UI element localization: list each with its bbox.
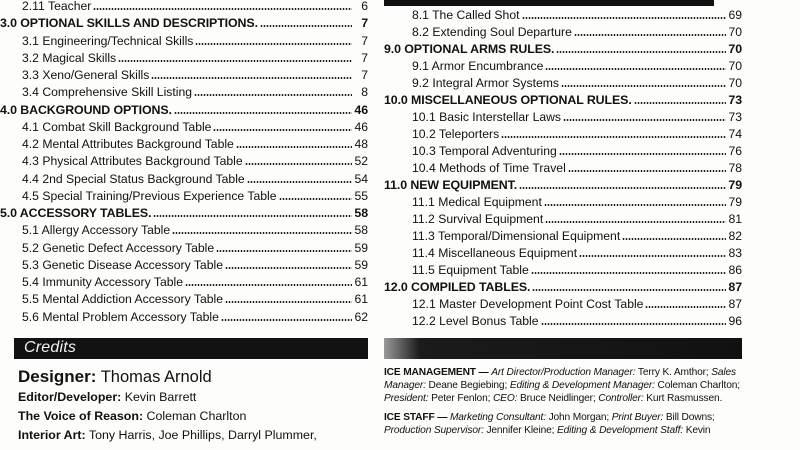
dot-leader: [532, 289, 726, 291]
dot-leader: [260, 25, 352, 27]
dot-leader: [559, 153, 726, 155]
toc-entry-label: 11.4 Miscellaneous Equipment: [412, 246, 578, 260]
toc-page-number: 79: [728, 178, 742, 192]
mgmt-role: President:: [384, 393, 429, 404]
toc-entry-label: 4.3 Physical Attributes Background Table: [22, 154, 243, 169]
toc-page-number: 61: [354, 292, 368, 307]
mgmt-name: Terry K. Amthor;: [637, 367, 709, 378]
toc-subsection-entry: [0, 238, 368, 255]
toc-subsection-entry: [384, 226, 742, 243]
toc-page-number: 58: [354, 223, 368, 238]
toc-page-number: 8: [361, 85, 368, 100]
toc-page-number: 70: [728, 25, 742, 39]
dot-leader: [151, 77, 352, 79]
toc-subsection-entry: [384, 5, 742, 22]
dot-leader: [545, 221, 726, 223]
toc-page-number: 86: [728, 263, 742, 277]
toc-subsection-entry: [0, 65, 368, 82]
ice-staff-block: [384, 366, 740, 443]
toc-entry-label: 5.3 Genetic Disease Accessory Table: [22, 257, 223, 272]
toc-entry-label: 8.1 The Called Shot: [412, 8, 520, 22]
toc-subsection-entry: [384, 141, 742, 158]
toc-subsection-entry: [0, 220, 368, 237]
toc-section-entry: [384, 90, 742, 107]
toc-page-number: 48: [354, 137, 368, 151]
voice-line: [18, 407, 378, 426]
ice-staff-paragraph: [384, 411, 740, 437]
toc-page-number: 59: [354, 240, 368, 255]
dot-leader: [568, 170, 726, 172]
toc-entry-label: 10.0 MISCELLANEOUS OPTIONAL RULES.: [384, 93, 632, 107]
dot-leader: [216, 250, 352, 252]
toc-page-number: 78: [728, 161, 742, 175]
interior-art-line: [18, 426, 378, 445]
toc-page-number: 76: [728, 144, 742, 158]
toc-subsection-entry: [384, 209, 742, 226]
dot-leader: [622, 238, 726, 240]
toc-section-entry: [0, 13, 368, 30]
toc-page-number: 87: [728, 297, 742, 311]
toc-entry-label: 4.1 Combat Skill Background Table: [22, 119, 212, 134]
dot-leader: [172, 232, 352, 234]
toc-page-number: 58: [354, 206, 368, 220]
toc-entry-label: 3.4 Comprehensive Skill Listing: [22, 85, 193, 100]
toc-page-number: 83: [728, 246, 742, 260]
dot-leader: [544, 204, 726, 206]
toc-entry-label: 9.0 OPTIONAL ARMS RULES.: [384, 42, 555, 56]
ice-management-paragraph: [384, 366, 740, 405]
mgmt-role: Art Director/Production Manager:: [491, 367, 636, 378]
mgmt-name: Peter Fenlon;: [431, 393, 491, 404]
toc-subsection-entry: [384, 243, 742, 260]
dot-leader: [153, 215, 352, 217]
mgmt-name: Coleman Charlton;: [657, 380, 740, 391]
toc-section-entry: [0, 203, 368, 220]
toc-page-number: 59: [354, 257, 368, 272]
ice-management-heading: ICE MANAGEMENT —: [384, 367, 489, 378]
designer-line: [18, 366, 378, 388]
credits-block: [18, 366, 378, 445]
credits-header-bar: [14, 338, 368, 359]
editor-label: Editor/Developer:: [18, 390, 122, 404]
toc-entry-label: 11.3 Temporal/Dimensional Equipment: [412, 229, 621, 243]
toc-page-number: 7: [361, 33, 368, 48]
interior-art-names: Tony Harris, Joe Phillips, Darryl Plummer,: [88, 428, 317, 442]
toc-subsection-entry: [384, 158, 742, 175]
staff-role: Production Supervisor:: [384, 425, 484, 436]
toc-entry-label: 11.5 Equipment Table: [412, 263, 529, 277]
dot-leader: [225, 267, 352, 269]
toc-entry-label: 5.6 Mental Problem Accessory Table: [22, 309, 219, 324]
toc-subsection-entry: [384, 260, 742, 277]
toc-subsection-entry: [0, 186, 368, 203]
toc-subsection-entry: [384, 73, 742, 90]
staff-name: Kevin: [685, 425, 711, 436]
toc-entry-label: 12.0 COMPILED TABLES.: [384, 280, 531, 294]
dot-leader: [225, 301, 352, 303]
voice-name: Coleman Charlton: [146, 409, 247, 423]
toc-page-number: 82: [728, 229, 742, 243]
editor-line: [18, 388, 378, 407]
toc-page-number: 7: [361, 50, 368, 65]
toc-entry-label: 12.1 Master Development Point Cost Table: [412, 297, 644, 311]
toc-page-number: 55: [354, 188, 368, 203]
staff-role: Print Buyer:: [611, 412, 664, 423]
toc-page-number: 87: [728, 280, 742, 294]
toc-entry-label: 5.2 Genetic Defect Accessory Table: [22, 240, 215, 255]
toc-subsection-entry: [384, 192, 742, 209]
dot-leader: [279, 198, 352, 200]
toc-section-entry: [384, 175, 742, 192]
staff-name: Bill Downs;: [665, 412, 715, 423]
dot-leader: [174, 112, 352, 114]
dot-leader: [245, 163, 352, 165]
toc-subsection-entry: [0, 272, 368, 289]
toc-page-number: 7: [361, 68, 368, 82]
toc-entry-label: 9.2 Integral Armor Systems: [412, 76, 559, 90]
dot-leader: [556, 51, 726, 53]
toc-entry-label: 3.2 Magical Skills: [22, 50, 117, 65]
voice-label: The Voice of Reason:: [18, 409, 144, 423]
designer-name: Thomas Arnold: [100, 368, 212, 386]
toc-subsection-entry: [0, 117, 368, 134]
dot-leader: [563, 119, 726, 121]
staff-name: Jennifer Kleine;: [486, 425, 555, 436]
toc-page-number: 52: [354, 154, 368, 169]
toc-subsection-entry: [0, 82, 368, 99]
toc-page-number: 61: [354, 275, 368, 289]
dot-leader: [213, 129, 352, 131]
toc-subsection-entry: [384, 107, 742, 124]
toc-page-number: 81: [728, 212, 742, 226]
toc-section-entry: [384, 39, 742, 56]
toc-page-number: 79: [728, 195, 742, 209]
dot-leader: [118, 60, 352, 62]
credits-title: Credits: [24, 339, 77, 356]
toc-entry-label: 3.3 Xeno/General Skills: [22, 68, 150, 82]
toc-entry-label: 3.0 OPTIONAL SKILLS AND DESCRIPTIONS.: [0, 16, 258, 31]
toc-subsection-entry: [384, 56, 742, 73]
designer-label: Designer:: [18, 367, 97, 386]
toc-page-number: 96: [728, 314, 742, 328]
dot-leader: [531, 272, 726, 274]
staff-header-bar: [384, 338, 742, 359]
toc-subsection-entry: [384, 22, 742, 39]
toc-subsection-entry: [0, 289, 368, 306]
toc-subsection-entry: [0, 307, 368, 324]
ice-staff-heading: ICE STAFF —: [384, 412, 448, 423]
staff-role: Marketing Consultant:: [449, 412, 546, 423]
toc-subsection-entry: [0, 255, 368, 272]
toc-subsection-entry: [0, 48, 368, 65]
toc-section-entry: [384, 277, 742, 294]
toc-section-entry: [0, 100, 368, 117]
toc-page-number: 62: [354, 309, 368, 324]
dot-leader: [236, 146, 352, 148]
dot-leader: [541, 323, 727, 325]
toc-entry-label: 12.2 Level Bonus Table: [412, 314, 539, 328]
toc-subsection-entry: [384, 294, 742, 311]
toc-entry-label: 11.0 NEW EQUIPMENT.: [384, 178, 518, 192]
toc-page-number: 54: [354, 171, 368, 186]
dot-leader: [519, 187, 726, 189]
mgmt-role: Controller:: [598, 393, 644, 404]
toc-entry-label: 10.4 Methods of Time Travel: [412, 161, 566, 175]
toc-page-number: 70: [728, 42, 742, 56]
dot-leader: [574, 34, 726, 36]
dot-leader: [561, 85, 726, 87]
toc-entry-label: 5.5 Mental Addiction Accessory Table: [22, 292, 223, 307]
toc-entry-label: 5.4 Immunity Accessory Table: [22, 275, 183, 289]
dot-leader: [247, 181, 352, 183]
staff-role: Editing & Development Staff:: [556, 425, 684, 436]
staff-name: John Morgan;: [548, 412, 610, 423]
dot-leader: [194, 94, 352, 96]
dot-leader: [645, 306, 726, 308]
toc-entry-label: 4.4 2nd Special Status Background Table: [22, 171, 245, 186]
dot-leader: [522, 17, 726, 19]
toc-page-number: 74: [728, 127, 742, 141]
toc-subsection-entry: [384, 124, 742, 141]
cut-off-heading-fragment: [384, 0, 714, 6]
toc-subsection-entry: [0, 0, 368, 13]
dot-leader: [501, 136, 726, 138]
mgmt-role: CEO:: [492, 393, 518, 404]
toc-entry-label: 4.0 BACKGROUND OPTIONS.: [0, 102, 172, 117]
toc-page-number: 6: [361, 0, 368, 13]
interior-art-label: Interior Art:: [18, 428, 86, 442]
toc-page-number: 69: [728, 8, 742, 22]
toc-page-number: 73: [728, 93, 742, 107]
toc-entry-label: 11.2 Survival Equipment: [412, 212, 544, 226]
toc-entry-label: 4.2 Mental Attributes Background Table: [22, 137, 234, 151]
mgmt-name: Deane Begiebing;: [428, 380, 508, 391]
dot-leader: [634, 102, 726, 104]
toc-entry-label: 8.2 Extending Soul Departure: [412, 25, 572, 39]
toc-entry-label: 10.3 Temporal Adventuring: [412, 144, 557, 158]
dot-leader: [545, 68, 726, 70]
mgmt-name: Bruce Neidlinger;: [519, 393, 596, 404]
toc-page-number: 46: [354, 102, 368, 117]
toc-entry-label: 2.11 Teacher: [22, 0, 92, 13]
toc-entry-label: 4.5 Special Training/Previous Experience Table: [22, 188, 277, 203]
toc-entry-label: 3.1 Engineering/Technical Skills: [22, 33, 194, 48]
toc-page-number: 46: [354, 119, 368, 134]
toc-subsection-entry: [0, 134, 368, 151]
toc-subsection-entry: [0, 151, 368, 168]
toc-page-number: 7: [361, 16, 368, 31]
toc-subsection-entry: [0, 169, 368, 186]
toc-entry-label: 5.0 ACCESSORY TABLES.: [0, 206, 152, 220]
editor-name: Kevin Barrett: [124, 390, 197, 404]
dot-leader: [221, 319, 352, 321]
dot-leader: [579, 255, 726, 257]
toc-subsection-entry: [384, 311, 742, 328]
toc-page-number: 70: [728, 59, 742, 73]
toc-entry-label: 9.1 Armor Encumbrance: [412, 59, 544, 73]
dot-leader: [93, 8, 352, 10]
toc-entry-label: 11.1 Medical Equipment: [412, 195, 542, 209]
toc-entry-label: 10.2 Teleporters: [412, 127, 500, 141]
toc-entry-label: 10.1 Basic Interstellar Laws: [412, 110, 562, 124]
mgmt-role: Sales Manager:: [384, 367, 736, 391]
toc-page-number: 70: [728, 76, 742, 90]
mgmt-name: Kurt Rasmussen.: [646, 393, 723, 404]
dot-leader: [195, 43, 352, 45]
toc-entry-label: 5.1 Allergy Accessory Table: [22, 223, 171, 238]
dot-leader: [185, 284, 352, 286]
toc-subsection-entry: [0, 31, 368, 48]
mgmt-role: Editing & Development Manager:: [509, 380, 655, 391]
toc-page-number: 73: [728, 110, 742, 124]
